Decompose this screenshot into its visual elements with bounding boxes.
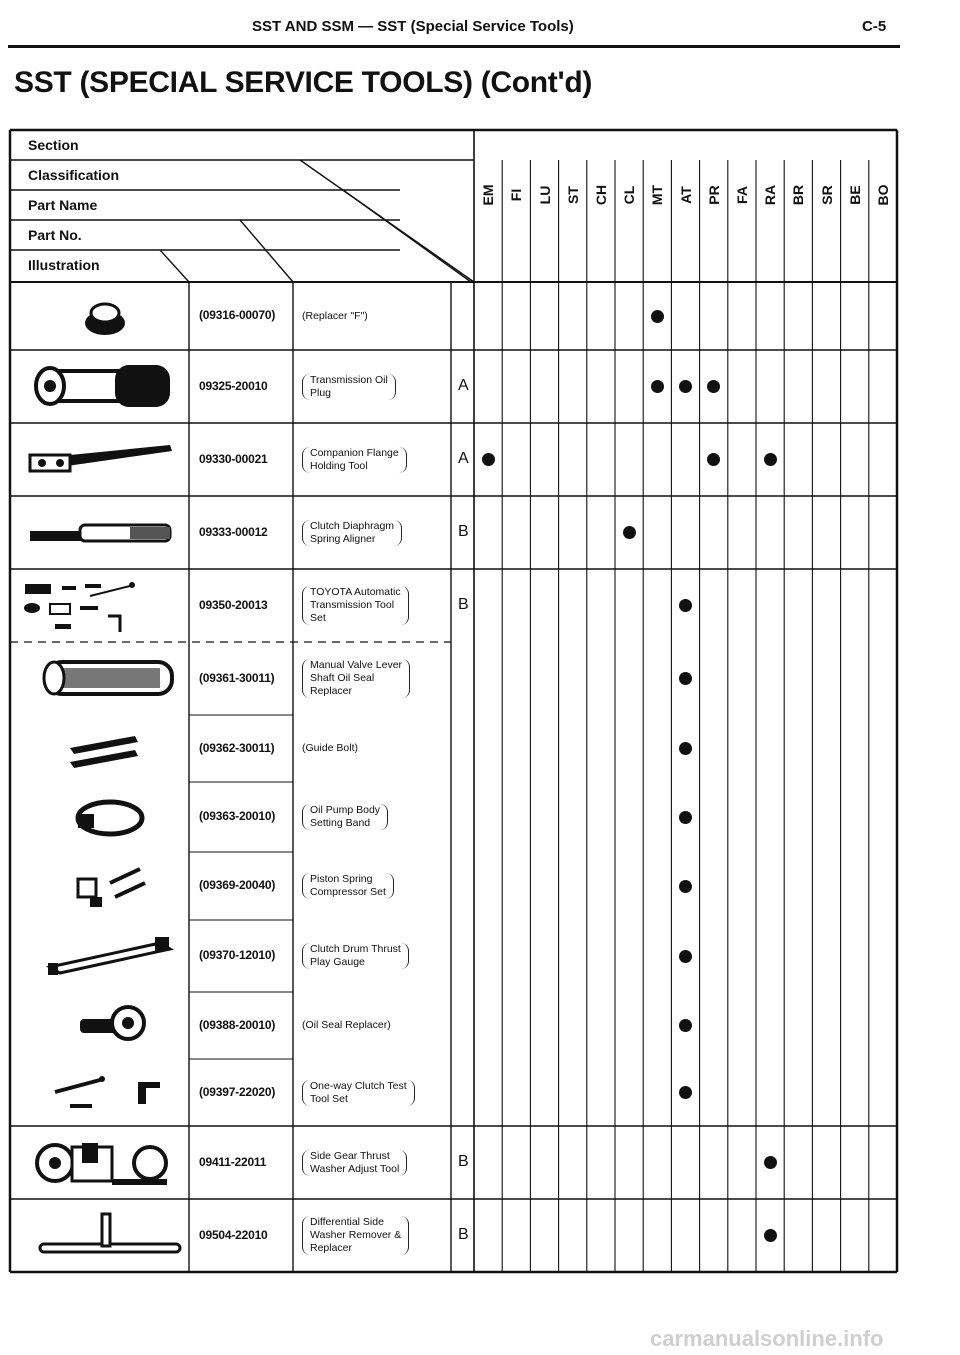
part-name-line: Piston Spring (310, 873, 373, 885)
column-header-ch: CH (592, 184, 609, 206)
part-number: 09325-20010 (199, 378, 268, 393)
header-part-no-label: Part No. (28, 227, 82, 243)
section-mark-at (679, 672, 692, 685)
column-header-ra: RA (762, 184, 779, 206)
classification-value: B (458, 522, 469, 540)
part-name (302, 943, 409, 969)
watermark: carmanualsonline.info (650, 1326, 884, 1351)
section-mark-em (482, 453, 495, 466)
part-number: 09333-00012 (199, 524, 268, 539)
part-name-line: (Guide Bolt) (302, 742, 359, 754)
part-name (302, 742, 358, 755)
part-number: 09350-20013 (199, 597, 268, 612)
classification-value: A (458, 449, 469, 467)
part-name (302, 873, 394, 899)
part-name (302, 804, 388, 830)
section-mark-at (679, 599, 692, 612)
part-name-line: Transmission Oil (310, 373, 388, 386)
column-header-fa: FA (733, 186, 750, 204)
part-name (302, 374, 396, 400)
part-number: 09411-22011 (199, 1154, 267, 1169)
section-mark-ra (764, 1229, 777, 1242)
side-gear-tool-icon (20, 1133, 190, 1198)
column-header-cl: CL (621, 185, 638, 205)
column-header-br: BR (790, 184, 807, 206)
part-name (302, 1080, 415, 1106)
part-name-line: Shaft Oil Seal (310, 672, 375, 684)
column-header-mt: MT (649, 184, 666, 206)
section-mark-at (679, 380, 692, 393)
column-header-pr: PR (705, 185, 722, 205)
guide-bolt-icon (20, 726, 190, 776)
flange-holding-tool-icon (20, 437, 190, 487)
header-diagonal (160, 250, 189, 282)
part-name-line: Clutch Drum Thrust (310, 943, 401, 955)
part-number: (09388-20010) (199, 1017, 276, 1032)
part-number: 09504-22010 (199, 1227, 268, 1242)
oil-seal-replacer-icon (20, 1001, 190, 1056)
part-name-line: Spring Aligner (310, 532, 376, 545)
part-name-line: Companion Flange (310, 446, 399, 459)
part-name-line: Set (310, 612, 326, 624)
thrust-gauge-icon (20, 931, 190, 986)
part-name-line: Compressor Set (310, 886, 386, 898)
classification-value: B (458, 595, 469, 613)
part-name (302, 1019, 391, 1032)
part-name-line: Transmission Tool (310, 599, 395, 611)
classification-value: B (458, 1152, 469, 1170)
column-header-fi: FI (508, 188, 525, 202)
section-mark-at (679, 880, 692, 893)
header-illustration-label: Illustration (28, 257, 100, 273)
section-mark-at (679, 950, 692, 963)
header-diagonal (240, 220, 293, 282)
part-name-line: Washer Adjust Tool (310, 1162, 400, 1175)
part-number: (09397-22020) (199, 1084, 276, 1099)
part-name-line: Holding Tool (310, 459, 368, 472)
section-mark-mt (651, 310, 664, 323)
spring-compressor-icon (20, 859, 190, 919)
seal-replacer-icon (70, 291, 140, 346)
header-diagonal (343, 190, 471, 282)
header-classification-label: Classification (28, 167, 120, 183)
differential-washer-tool-icon (20, 1208, 190, 1268)
part-name-line: Clutch Diaphragm (310, 519, 395, 532)
part-name-line: Washer Remover & (310, 1229, 402, 1241)
section-mark-at (679, 742, 692, 755)
part-name-line: Replacer (310, 685, 353, 697)
clutch-test-tool-icon (20, 1068, 190, 1123)
at-tool-set-icon (20, 576, 190, 641)
column-header-bo: BO (874, 184, 891, 206)
part-name (302, 586, 409, 625)
part-number: (09362-30011) (199, 740, 275, 755)
section-mark-at (679, 1086, 692, 1099)
part-name-line: Tool Set (310, 1092, 348, 1105)
classification-value: B (458, 1225, 469, 1243)
header-part-name-label: Part Name (28, 197, 98, 213)
part-name-line: (Oil Seal Replacer) (302, 1019, 391, 1031)
part-number: (09316-00070) (199, 308, 276, 322)
part-name (302, 1216, 409, 1255)
page-number: C-5 (862, 18, 887, 35)
part-name (302, 1150, 407, 1176)
part-number: (09363-20010) (199, 809, 276, 823)
part-name (302, 310, 368, 323)
setting-band-icon (20, 792, 190, 847)
column-header-be: BE (846, 185, 863, 205)
part-name-line: Side Gear Thrust (310, 1149, 390, 1162)
part-number: (09370-12010) (199, 948, 276, 962)
part-number: (09369-20040) (199, 878, 276, 892)
section-mark-at (679, 811, 692, 824)
part-name-line: One-way Clutch Test (310, 1079, 407, 1092)
oil-plug-icon (20, 359, 190, 419)
header-section-label: Section (28, 137, 79, 153)
section-mark-at (679, 1019, 692, 1032)
section-mark-cl (623, 526, 636, 539)
column-header-sr: SR (818, 185, 835, 205)
column-header-st: ST (564, 186, 581, 204)
page-header: SST AND SSM — SST (Special Service Tools) (252, 18, 574, 35)
part-name-line: Setting Band (310, 817, 371, 829)
section-mark-mt (651, 380, 664, 393)
part-name-line: Manual Valve Lever (310, 659, 403, 671)
column-header-at: AT (677, 186, 694, 204)
column-header-em: EM (480, 184, 497, 206)
part-number: 09330-00021 (199, 451, 268, 466)
part-name (302, 520, 402, 546)
part-name-line: Differential Side (310, 1216, 384, 1228)
valve-lever-seal-replacer-icon (20, 654, 190, 709)
page-title: SST (SPECIAL SERVICE TOOLS) (Cont'd) (14, 66, 593, 99)
classification-value: A (458, 376, 469, 394)
part-name (302, 447, 407, 473)
diaphragm-aligner-icon (20, 513, 190, 558)
section-mark-ra (764, 453, 777, 466)
part-name-line: Play Gauge (310, 956, 365, 968)
part-number: (09361-30011) (199, 670, 275, 685)
part-name-line: Plug (310, 386, 332, 399)
part-name-line: Replacer (310, 1242, 353, 1254)
part-name-line: (Replacer "F") (302, 309, 368, 322)
column-header-lu: LU (536, 185, 553, 205)
section-mark-ra (764, 1156, 777, 1169)
part-name-line: Oil Pump Body (310, 804, 381, 816)
part-name (302, 659, 410, 698)
part-name-line: TOYOTA Automatic (310, 586, 401, 598)
